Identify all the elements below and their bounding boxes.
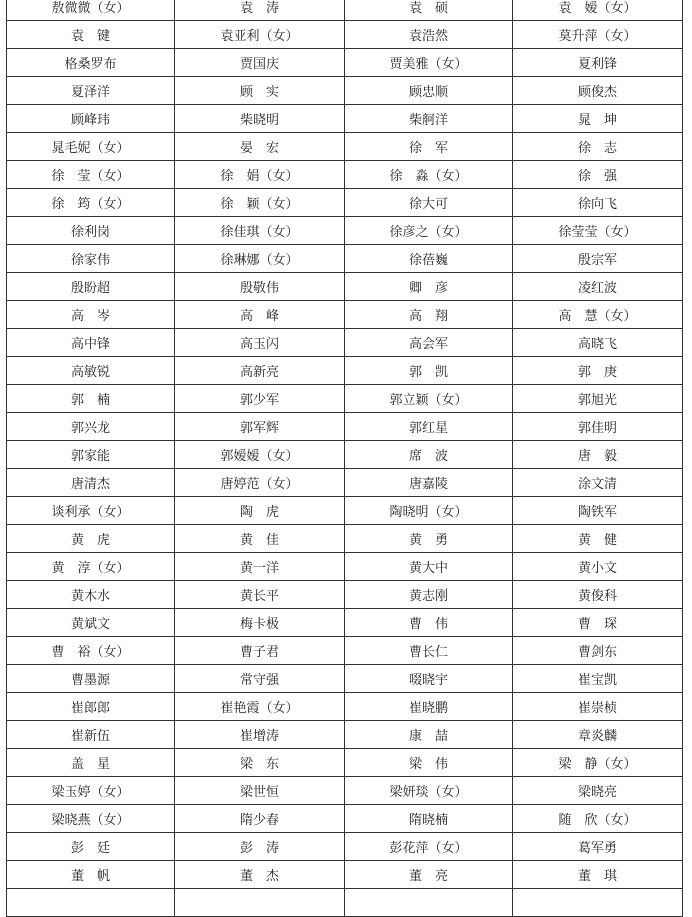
name-cell: 谈利承（女）	[7, 497, 175, 525]
name-cell: 啜晓宇	[345, 665, 513, 693]
name-cell: 高 慧（女）	[513, 301, 683, 329]
name-cell: 袁浩然	[345, 21, 513, 49]
name-cell: 晁毛妮（女）	[7, 133, 175, 161]
name-cell: 葛军勇	[513, 833, 683, 861]
table-row	[7, 329, 683, 357]
name-cell: 隋晓楠	[345, 805, 513, 833]
name-cell: 郭军辉	[175, 413, 345, 441]
table-row	[7, 693, 683, 721]
name-cell: 袁 嫒（女）	[513, 0, 683, 21]
table-row	[7, 637, 683, 665]
name-cell: 崔新伍	[7, 721, 175, 749]
name-cell: 徐 强	[513, 161, 683, 189]
name-cell: 董 琪	[513, 861, 683, 889]
name-cell: 黄一洋	[175, 553, 345, 581]
name-cell: 彭 廷	[7, 833, 175, 861]
name-cell: 梁 伟	[345, 749, 513, 777]
name-cell: 崔郎郎	[7, 693, 175, 721]
table-row	[7, 441, 683, 469]
name-cell: 高中锋	[7, 329, 175, 357]
table-row	[7, 889, 683, 917]
name-cell: 崔艳霞（女）	[175, 693, 345, 721]
table-row	[7, 805, 683, 833]
name-cell: 黄木水	[7, 581, 175, 609]
name-cell: 黄 勇	[345, 525, 513, 553]
name-cell: 殷敬伟	[175, 273, 345, 301]
name-cell: 黄志刚	[345, 581, 513, 609]
name-list-body	[7, 0, 683, 917]
name-cell: 敖微微（女）	[7, 0, 175, 21]
name-cell: 曹墨源	[7, 665, 175, 693]
name-cell: 曹剑东	[513, 637, 683, 665]
name-cell: 高新亮	[175, 357, 345, 385]
name-cell: 徐向飞	[513, 189, 683, 217]
name-cell: 徐 莹（女）	[7, 161, 175, 189]
table-row	[7, 77, 683, 105]
name-cell: 徐佳琪（女）	[175, 217, 345, 245]
name-cell: 徐利岗	[7, 217, 175, 245]
name-cell: 梁 静（女）	[513, 749, 683, 777]
name-cell: 郭少军	[175, 385, 345, 413]
name-cell: 郭 庚	[513, 357, 683, 385]
table-row	[7, 49, 683, 77]
name-cell: 殷盼超	[7, 273, 175, 301]
table-row	[7, 385, 683, 413]
name-cell: 顾忠顺	[345, 77, 513, 105]
table-row	[7, 245, 683, 273]
table-row	[7, 581, 683, 609]
name-cell: 夏利锋	[513, 49, 683, 77]
name-cell: 郭家能	[7, 441, 175, 469]
table-row	[7, 553, 683, 581]
name-cell: 陶晓明（女）	[345, 497, 513, 525]
name-cell	[345, 889, 513, 917]
table-row	[7, 665, 683, 693]
name-cell: 涂文清	[513, 469, 683, 497]
table-row	[7, 525, 683, 553]
name-cell: 黄 淳（女）	[7, 553, 175, 581]
name-cell: 顾 实	[175, 77, 345, 105]
name-cell: 陶 虎	[175, 497, 345, 525]
name-cell: 唐清杰	[7, 469, 175, 497]
name-cell: 袁亚利（女）	[175, 21, 345, 49]
name-cell: 郭旭光	[513, 385, 683, 413]
name-cell	[513, 889, 683, 917]
name-cell: 曹 琛	[513, 609, 683, 637]
name-cell: 郭 凯	[345, 357, 513, 385]
name-cell: 董 杰	[175, 861, 345, 889]
name-cell: 徐 颖（女）	[175, 189, 345, 217]
name-cell: 贾国庆	[175, 49, 345, 77]
name-cell: 席 波	[345, 441, 513, 469]
name-cell: 隋少春	[175, 805, 345, 833]
name-cell: 黄长平	[175, 581, 345, 609]
name-cell: 唐婷范（女）	[175, 469, 345, 497]
name-cell	[175, 889, 345, 917]
table-row	[7, 21, 683, 49]
name-cell: 崔崇桢	[513, 693, 683, 721]
name-cell: 黄俊科	[513, 581, 683, 609]
name-cell: 梁妍琰（女）	[345, 777, 513, 805]
name-cell: 彭花萍（女）	[345, 833, 513, 861]
name-cell: 柴晓明	[175, 105, 345, 133]
table-row	[7, 133, 683, 161]
name-cell: 高 峰	[175, 301, 345, 329]
name-cell: 曹长仁	[345, 637, 513, 665]
name-cell: 徐家伟	[7, 245, 175, 273]
table-row	[7, 413, 683, 441]
name-cell: 黄小文	[513, 553, 683, 581]
name-cell: 殷宗军	[513, 245, 683, 273]
name-cell: 梁 东	[175, 749, 345, 777]
name-cell: 梁晓亮	[513, 777, 683, 805]
name-cell: 彭 涛	[175, 833, 345, 861]
table-row	[7, 0, 683, 21]
name-cell: 徐 淼（女）	[345, 161, 513, 189]
name-cell: 徐莹莹（女）	[513, 217, 683, 245]
name-cell: 晁 坤	[513, 105, 683, 133]
table-row	[7, 217, 683, 245]
name-cell: 袁 硕	[345, 0, 513, 21]
name-cell: 崔增涛	[175, 721, 345, 749]
name-cell: 章炎麟	[513, 721, 683, 749]
name-cell: 曹子君	[175, 637, 345, 665]
name-cell: 郭嫒嫒（女）	[175, 441, 345, 469]
name-cell: 郭佳明	[513, 413, 683, 441]
table-row	[7, 497, 683, 525]
name-cell: 徐琳娜（女）	[175, 245, 345, 273]
name-cell: 莫升萍（女）	[513, 21, 683, 49]
name-cell: 袁 涛	[175, 0, 345, 21]
table-row	[7, 105, 683, 133]
name-cell: 徐彦之（女）	[345, 217, 513, 245]
name-cell: 梅卡极	[175, 609, 345, 637]
name-cell: 徐 志	[513, 133, 683, 161]
name-cell: 随 欣（女）	[513, 805, 683, 833]
table-row	[7, 161, 683, 189]
table-row	[7, 833, 683, 861]
name-cell: 唐 毅	[513, 441, 683, 469]
name-cell: 徐 筠（女）	[7, 189, 175, 217]
table-row	[7, 273, 683, 301]
name-cell: 梁世恒	[175, 777, 345, 805]
name-cell: 黄 虎	[7, 525, 175, 553]
table-row	[7, 469, 683, 497]
name-cell: 袁 键	[7, 21, 175, 49]
name-cell: 徐蓓巍	[345, 245, 513, 273]
table-row	[7, 301, 683, 329]
name-cell: 黄大中	[345, 553, 513, 581]
name-cell: 崔晓鹏	[345, 693, 513, 721]
name-cell: 徐 军	[345, 133, 513, 161]
table-row	[7, 189, 683, 217]
name-cell: 郭 楠	[7, 385, 175, 413]
name-cell: 卿 彦	[345, 273, 513, 301]
name-cell: 黄 佳	[175, 525, 345, 553]
name-cell: 顾峰玮	[7, 105, 175, 133]
name-cell: 高 岑	[7, 301, 175, 329]
name-cell: 郭红星	[345, 413, 513, 441]
name-cell: 唐嘉陵	[345, 469, 513, 497]
name-cell: 曹 裕（女）	[7, 637, 175, 665]
name-cell: 夏泽洋	[7, 77, 175, 105]
name-cell: 黄 健	[513, 525, 683, 553]
name-cell: 盖 星	[7, 749, 175, 777]
name-list-table	[6, 0, 683, 917]
name-cell: 康 喆	[345, 721, 513, 749]
name-cell: 高敏锐	[7, 357, 175, 385]
name-cell: 曹 伟	[345, 609, 513, 637]
name-cell: 董 亮	[345, 861, 513, 889]
name-cell: 崔宝凯	[513, 665, 683, 693]
name-cell	[7, 889, 175, 917]
name-cell: 晏 宏	[175, 133, 345, 161]
name-cell: 梁晓燕（女）	[7, 805, 175, 833]
name-cell: 凌红波	[513, 273, 683, 301]
name-cell: 高玉闪	[175, 329, 345, 357]
name-cell: 董 帆	[7, 861, 175, 889]
name-cell: 柴舸洋	[345, 105, 513, 133]
table-row	[7, 777, 683, 805]
table-row	[7, 721, 683, 749]
table-row	[7, 609, 683, 637]
name-cell: 郭兴龙	[7, 413, 175, 441]
name-cell: 郭立颖（女）	[345, 385, 513, 413]
name-cell: 陶铁军	[513, 497, 683, 525]
name-cell: 徐大可	[345, 189, 513, 217]
name-cell: 贾美雅（女）	[345, 49, 513, 77]
name-cell: 高会军	[345, 329, 513, 357]
name-cell: 常守强	[175, 665, 345, 693]
name-cell: 梁玉婷（女）	[7, 777, 175, 805]
name-cell: 格桑罗布	[7, 49, 175, 77]
table-row	[7, 357, 683, 385]
name-cell: 黄斌文	[7, 609, 175, 637]
name-cell: 顾俊杰	[513, 77, 683, 105]
name-cell: 高 翔	[345, 301, 513, 329]
name-cell: 徐 娟（女）	[175, 161, 345, 189]
table-row	[7, 749, 683, 777]
table-row	[7, 861, 683, 889]
name-cell: 高晓飞	[513, 329, 683, 357]
